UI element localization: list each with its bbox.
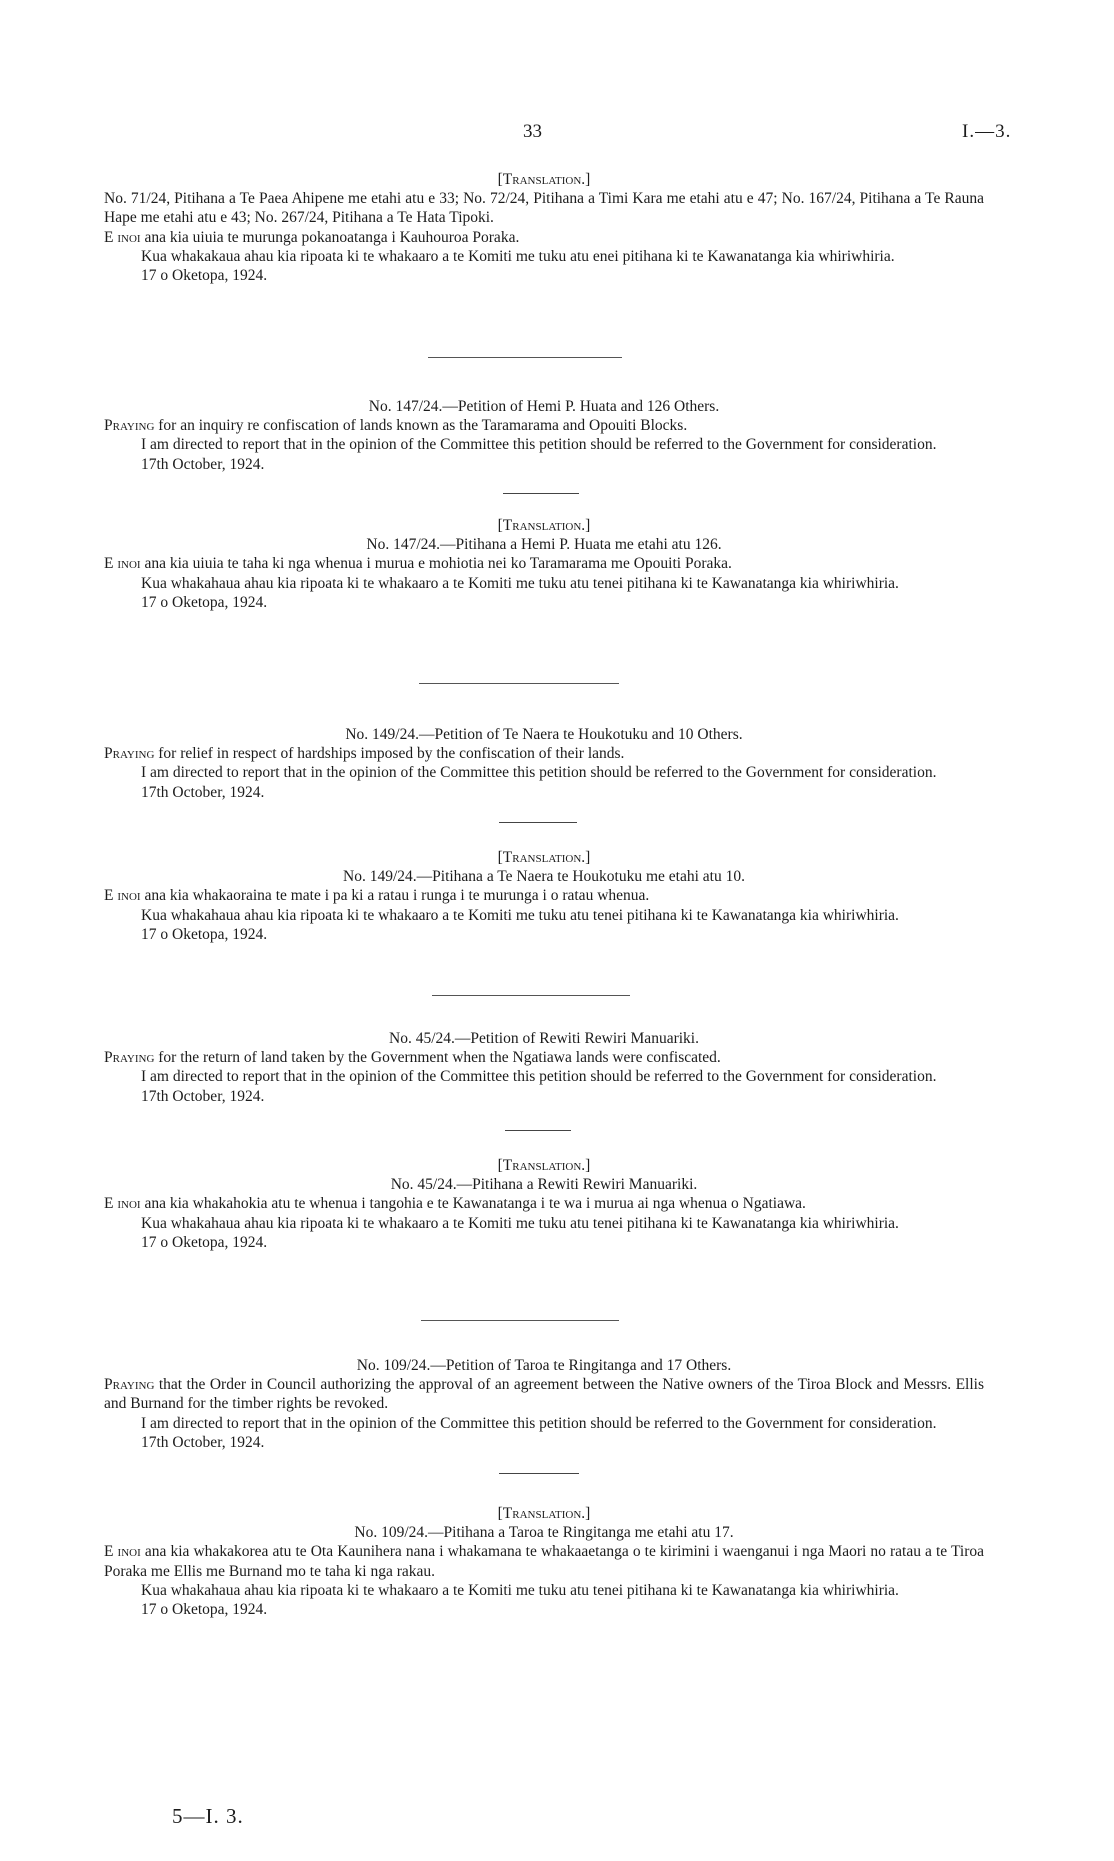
recommendation: I am directed to report that in the opinion of the Committee this petition should be referred to the Government for consideration. (141, 436, 937, 454)
petition-title: No. 45/24.—Petition of Rewiti Rewiri Manuariki. (389, 1030, 699, 1047)
prayer-lead: E inoi (104, 887, 141, 905)
translation-title: No. 71/24, Pitihana a Te Paea Ahipene me etahi atu e 33; No. 72/24, Pitihana a Timi Kara me etahi atu e 47; No. 167/24, Pitihana a Te Rauna Hape me etahi atu e 43; No. 267/24, Pitihana a Te Hata Tipoki. (104, 190, 984, 227)
translation-title: No. 45/24.—Pitihana a Rewiti Rewiri Manuariki. (390, 1176, 698, 1194)
translation-block (104, 516, 984, 612)
translation-block (104, 170, 984, 285)
recommendation: Kua whakahaua ahau kia ripoata ki te whakaaro a te Komiti me tuku atu tenei pitihana ki te Kawanatanga kia whiriwhiria. (141, 1581, 899, 1599)
page-number: 33 (523, 121, 542, 142)
date: 17 o Oketopa, 1924. (141, 267, 268, 285)
prayer-paragraph (104, 416, 984, 435)
prayer-paragraph (104, 1194, 984, 1213)
prayer-lead: Praying (104, 1049, 155, 1067)
translation-title: No. 109/24.—Pitihana a Taroa te Ringitanga me etahi atu 17. (354, 1524, 734, 1542)
petition-title: No. 109/24.—Petition of Taroa te Ringitanga and 17 Others. (356, 1357, 732, 1374)
translation-heading: [Translation.] (497, 849, 591, 866)
prayer-text: ana kia whakahokia atu te whenua i tangohia e te Kawanatanga i te wa i murua ai nga whenua o Ngatiawa. (144, 1195, 806, 1213)
date: 17th October, 1924. (141, 1087, 265, 1105)
prayer-lead: E inoi (104, 1543, 141, 1561)
prayer-lead: E inoi (104, 228, 141, 246)
date: 17th October, 1924. (141, 455, 265, 473)
short-rule (499, 1473, 579, 1474)
short-rule (503, 493, 579, 494)
short-rule (499, 822, 577, 823)
translation-heading: [Translation.] (497, 171, 591, 188)
prayer-lead: E inoi (104, 555, 141, 573)
section-divider (432, 995, 630, 996)
prayer-paragraph (104, 1048, 984, 1067)
translation-title: No. 147/24.—Pitihana a Hemi P. Huata me etahi atu 126. (366, 536, 722, 554)
sheet-signature: 5—I. 3. (172, 1804, 244, 1828)
prayer-text: ana kia uiuia te murunga pokanoatanga i Kauhouroa Poraka. (144, 228, 520, 246)
prayer-text: for the return of land taken by the Government when the Ngatiawa lands were confiscated. (158, 1049, 721, 1067)
recommendation: Kua whakahaua ahau kia ripoata ki te whakaaro a te Komiti me tuku atu tenei pitihana ki te Kawanatanga kia whiriwhiria. (141, 1214, 899, 1232)
translation-block (104, 1156, 984, 1252)
date: 17th October, 1924. (141, 1433, 265, 1451)
translation-heading: [Translation.] (497, 517, 591, 534)
prayer-lead: Praying (104, 745, 155, 763)
translation-block (104, 848, 984, 944)
prayer-paragraph (104, 228, 984, 247)
prayer-paragraph (104, 1542, 984, 1580)
date: 17th October, 1924. (141, 783, 265, 801)
section-divider (421, 1320, 619, 1321)
prayer-lead: E inoi (104, 1195, 141, 1213)
date: 17 o Oketopa, 1924. (141, 593, 268, 611)
short-rule (505, 1130, 571, 1131)
translation-heading: [Translation.] (497, 1505, 591, 1522)
recommendation: Kua whakakaua ahau kia ripoata ki te whakaaro a te Komiti me tuku atu enei pitihana ki te Kawanatanga kia whiriwhiria. (141, 247, 895, 265)
recommendation: I am directed to report that in the opinion of the Committee this petition should be referred to the Government for consideration. (141, 1068, 937, 1086)
english-block (104, 1029, 984, 1106)
section-divider (419, 683, 619, 684)
recommendation: I am directed to report that in the opinion of the Committee this petition should be referred to the Government for consideration. (141, 1414, 937, 1432)
petition-title: No. 147/24.—Petition of Hemi P. Huata and 126 Others. (368, 398, 720, 415)
prayer-text: ana kia uiuia te taha ki nga whenua i murua e mohiotia nei ko Taramarama me Opouiti Poraka. (144, 555, 732, 573)
date: 17 o Oketopa, 1924. (141, 925, 268, 943)
date: 17 o Oketopa, 1924. (141, 1233, 268, 1251)
prayer-lead: Praying (104, 417, 155, 435)
prayer-text: for relief in respect of hardships imposed by the confiscation of their lands. (158, 745, 625, 763)
section-divider (428, 357, 622, 358)
prayer-lead: Praying (104, 1376, 155, 1394)
english-block (104, 725, 984, 802)
prayer-text: for an inquiry re confiscation of lands known as the Taramarama and Opouiti Blocks. (158, 417, 688, 435)
petition-title: No. 149/24.—Petition of Te Naera te Houkotuku and 10 Others. (345, 726, 743, 743)
date: 17 o Oketopa, 1924. (141, 1601, 268, 1619)
english-block (104, 1356, 984, 1452)
recommendation: Kua whakahaua ahau kia ripoata ki te whakaaro a te Komiti me tuku atu tenei pitihana ki te Kawanatanga kia whiriwhiria. (141, 574, 899, 592)
prayer-paragraph (104, 1375, 984, 1413)
prayer-paragraph (104, 554, 984, 573)
prayer-text: ana kia whakakorea atu te Ota Kaunihera nana i whakamana te whakaaetanga o te kirimini i waenganui i nga Maori no ratau a te Tiroa Poraka me Ellis me Burnand mo te taha ki nga rakau. (104, 1543, 985, 1580)
prayer-text: ana kia whakaoraina te mate i pa ki a ratau i runga i te murunga i o ratau whenua. (144, 887, 650, 905)
prayer-paragraph (104, 744, 984, 763)
document-reference: I.—3. (962, 121, 1012, 142)
recommendation: I am directed to report that in the opinion of the Committee this petition should be referred to the Government for consideration. (141, 764, 937, 782)
prayer-text: that the Order in Council authorizing the approval of an agreement between the Native owners of the Tiroa Block and Messrs. Ellis and Burnand for the timber rights be revoked. (104, 1376, 984, 1413)
translation-heading: [Translation.] (497, 1157, 591, 1174)
recommendation: Kua whakahaua ahau kia ripoata ki te whakaaro a te Komiti me tuku atu tenei pitihana ki te Kawanatanga kia whiriwhiria. (141, 906, 899, 924)
english-block (104, 397, 984, 474)
translation-block (104, 1504, 984, 1619)
prayer-paragraph (104, 886, 984, 905)
translation-title: No. 149/24.—Pitihana a Te Naera te Houkotuku me etahi atu 10. (343, 868, 745, 886)
